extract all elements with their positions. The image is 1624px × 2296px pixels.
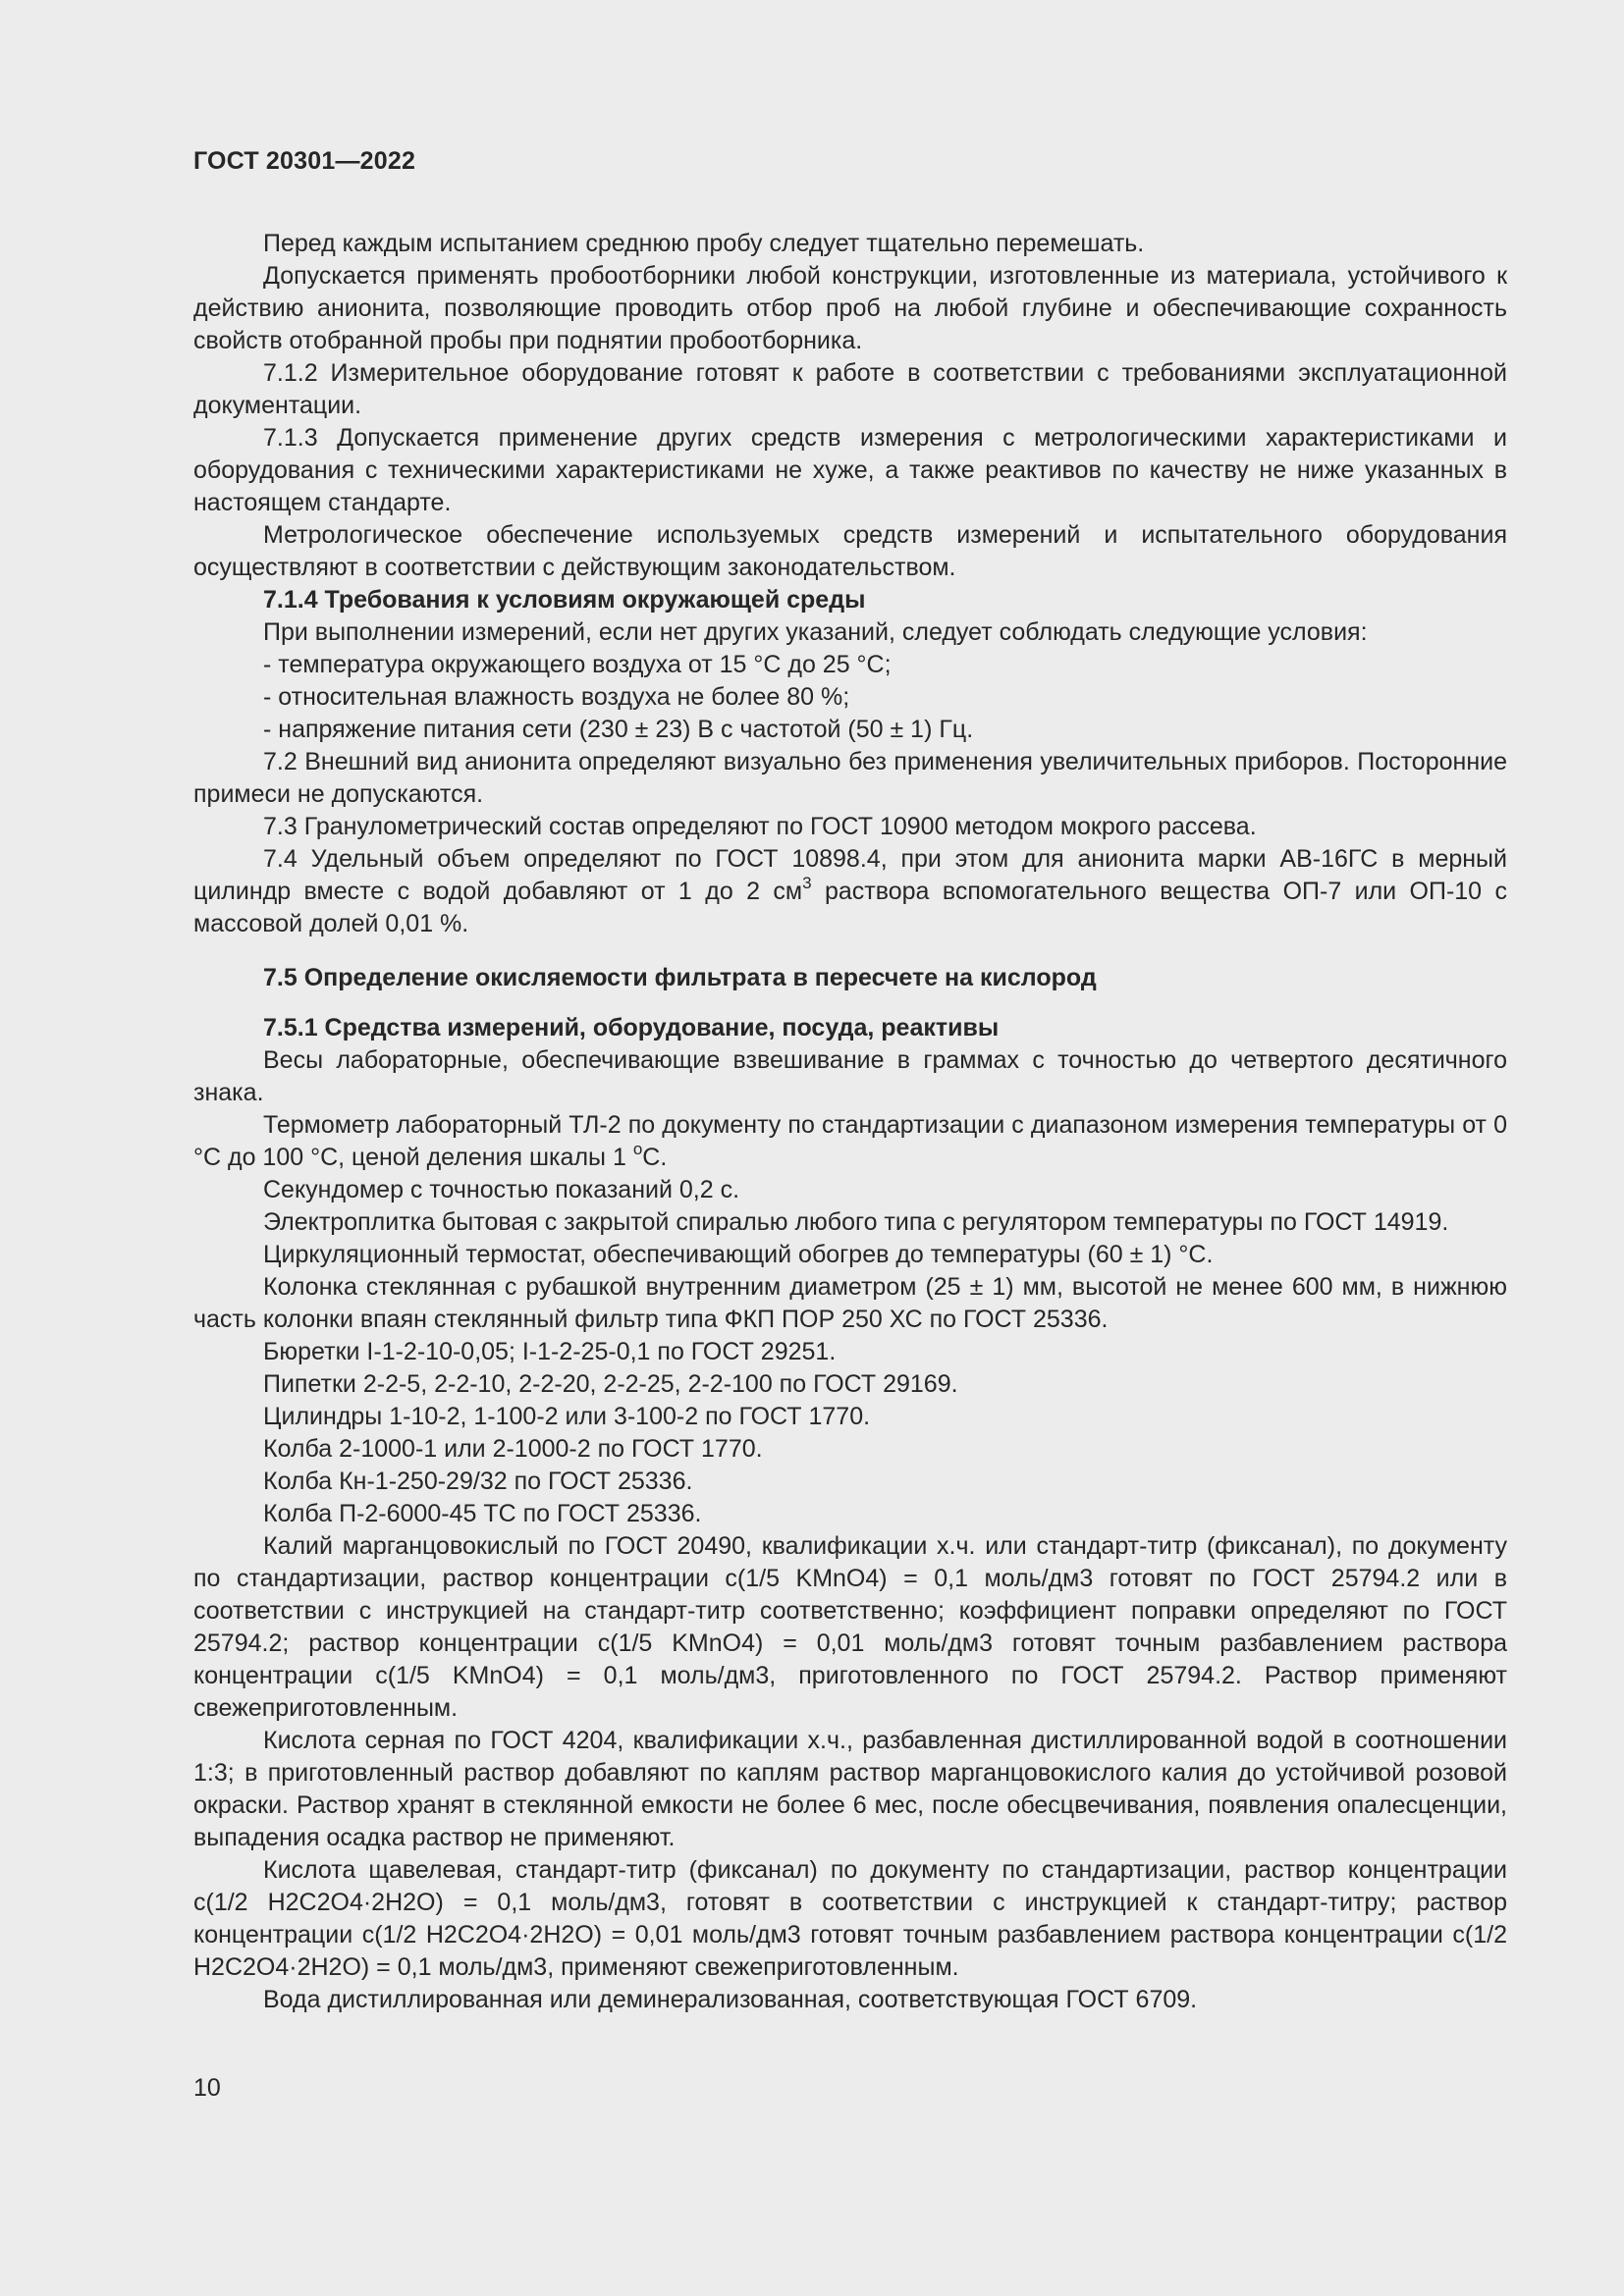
paragraph: Допускается применять пробоотборники любой конструкции, изготовленные из материала, устойчивого к действию анионита, позволяющие проводить отбор проб на любой глубине и обеспечивающие сохранность свойств отобранной пробы при поднятии пробоотборника. [193,262,1507,354]
equipment-item: Колба Кн-1-250-29/32 по ГОСТ 25336. [263,1468,693,1495]
section-heading-7-1-4: 7.1.4 Требования к условиям окружающей среды [263,586,866,614]
reagent-item: Кислота щавелевая, стандарт-титр (фиксанал) по документу по стандартизации, раствор концентрации c(1/2 H2C2O4·2H2O) = 0,1 моль/дм3, готовят в соответствии с инструкцией к стандарт-титру; раствор концентрации c(1/2 H2C2O4·2H2O) = 0,01 моль/дм3 готовят точным разбавлением раствора концентрации c(1/2 H2C2O4·2H2O) = 0,1 моль/дм3, применяют свежеприготовленным. [193,1856,1507,1981]
paragraph-text: 7.4 Удельный объем определяют по ГОСТ 10898.4, при этом для анионита марки АВ-16ГС в мерный цилиндр вместе с водой добавляют от 1 до 2 см [193,845,1507,905]
document-header: ГОСТ 20301—2022 [193,147,416,175]
paragraph: 7.2 Внешний вид анионита определяют визуально без применения увеличительных приборов. Посторонние примеси не допускаются. [193,748,1507,808]
equipment-item [193,1109,1507,1174]
page-number: 10 [193,2074,221,2102]
paragraph [193,843,1507,940]
paragraph-text: С. [642,1144,668,1171]
equipment-item: Электроплитка бытовая с закрытой спиралью любого типа с регулятором температуры по ГОСТ 14919. [263,1208,1449,1236]
reagent-item: Калий марганцовокислый по ГОСТ 20490, квалификации х.ч. или стандарт-титр (фиксанал), по документу по стандартизации, раствор концентрации c(1/5 KMnO4) = 0,1 моль/дм3 готовят по ГОСТ 25794.2 или в соответствии с инструкцией на стандарт-титр соответственно; коэффициент поправки определяют по ГОСТ 25794.2; раствор концентрации c(1/5 KMnO4) = 0,01 моль/дм3 готовят точным разбавлением раствора концентрации c(1/5 KMnO4) = 0,1 моль/дм3, приготовленного по ГОСТ 25794.2. Раствор применяют свежеприготовленным. [193,1532,1507,1722]
condition-item: - температура окружающего воздуха от 15 °С до 25 °С; [263,651,892,678]
equipment-item: Циркуляционный термостат, обеспечивающий обогрев до температуры (60 ± 1) °С. [263,1241,1214,1268]
superscript: 3 [802,874,812,892]
equipment-item: Секундомер с точностью показаний 0,2 с. [263,1176,740,1203]
paragraph-text: раствора вспомогательного вещества ОП-7 или ОП-10 с массовой долей 0,01 %. [193,878,1507,937]
condition-item: - относительная влажность воздуха не более 80 %; [263,683,850,711]
equipment-item: Колба П-2-6000-45 ТС по ГОСТ 25336. [263,1500,702,1527]
equipment-item: Колба 2-1000-1 или 2-1000-2 по ГОСТ 1770. [263,1435,763,1463]
equipment-item: Цилиндры 1-10-2, 1-100-2 или 3-100-2 по ГОСТ 1770. [263,1403,871,1430]
paragraph: 7.1.2 Измерительное оборудование готовят к работе в соответствии с требованиями эксплуатационной документации. [193,359,1507,419]
paragraph: 7.1.3 Допускается применение других средств измерения с метрологическими характеристиками и оборудования с техническими характеристиками не хуже, а также реактивов по качеству не ниже указанных в настоящем стандарте. [193,424,1507,516]
reagent-item: Кислота серная по ГОСТ 4204, квалификации х.ч., разбавленная дистиллированной водой в соотношении 1:3; в приготовленный раствор добавляют по каплям раствор марганцовокислого калия до устойчивой розовой окраски. Раствор хранят в стеклянной емкости не более 6 мес, после обесцвечивания, появления опалесценции, выпадения осадка раствор не применяют. [193,1727,1507,1851]
equipment-item: Бюретки I-1-2-10-0,05; I-1-2-25-0,1 по ГОСТ 29251. [263,1338,837,1365]
superscript: о [632,1140,643,1158]
paragraph: При выполнении измерений, если нет других указаний, следует соблюдать следующие условия: [263,618,1368,646]
paragraph: Перед каждым испытанием среднюю пробу следует тщательно перемешать. [263,230,1145,257]
document-body [193,228,1507,2016]
paragraph: 7.3 Гранулометрический состав определяют по ГОСТ 10900 методом мокрого рассева. [263,813,1257,840]
condition-item: - напряжение питания сети (230 ± 23) В с частотой (50 ± 1) Гц. [263,716,974,743]
paragraph: Метрологическое обеспечение используемых средств измерений и испытательного оборудования осуществляют в соответствии с действующим законодательством. [193,521,1507,581]
equipment-item: Пипетки 2-2-5, 2-2-10, 2-2-20, 2-2-25, 2-2-100 по ГОСТ 29169. [263,1370,958,1398]
paragraph-text: Термометр лабораторный ТЛ-2 по документу по стандартизации с диапазоном измерения температуры от 0 °С до 100 °С, ценой деления шкалы 1 [193,1111,1507,1171]
section-heading-7-5: 7.5 Определение окисляемости фильтрата в пересчете на кислород [263,964,1097,991]
section-heading-7-5-1: 7.5.1 Средства измерений, оборудование, посуда, реактивы [263,1014,1000,1041]
reagent-item: Вода дистиллированная или деминерализованная, соответствующая ГОСТ 6709. [263,1986,1198,2013]
equipment-item: Весы лабораторные, обеспечивающие взвешивание в граммах с точностью до четвертого десятичного знака. [193,1046,1507,1106]
equipment-item: Колонка стеклянная с рубашкой внутренним диаметром (25 ± 1) мм, высотой не менее 600 мм, в нижнюю часть колонки впаян стеклянный фильтр типа ФКП ПОР 250 ХС по ГОСТ 25336. [193,1273,1507,1333]
